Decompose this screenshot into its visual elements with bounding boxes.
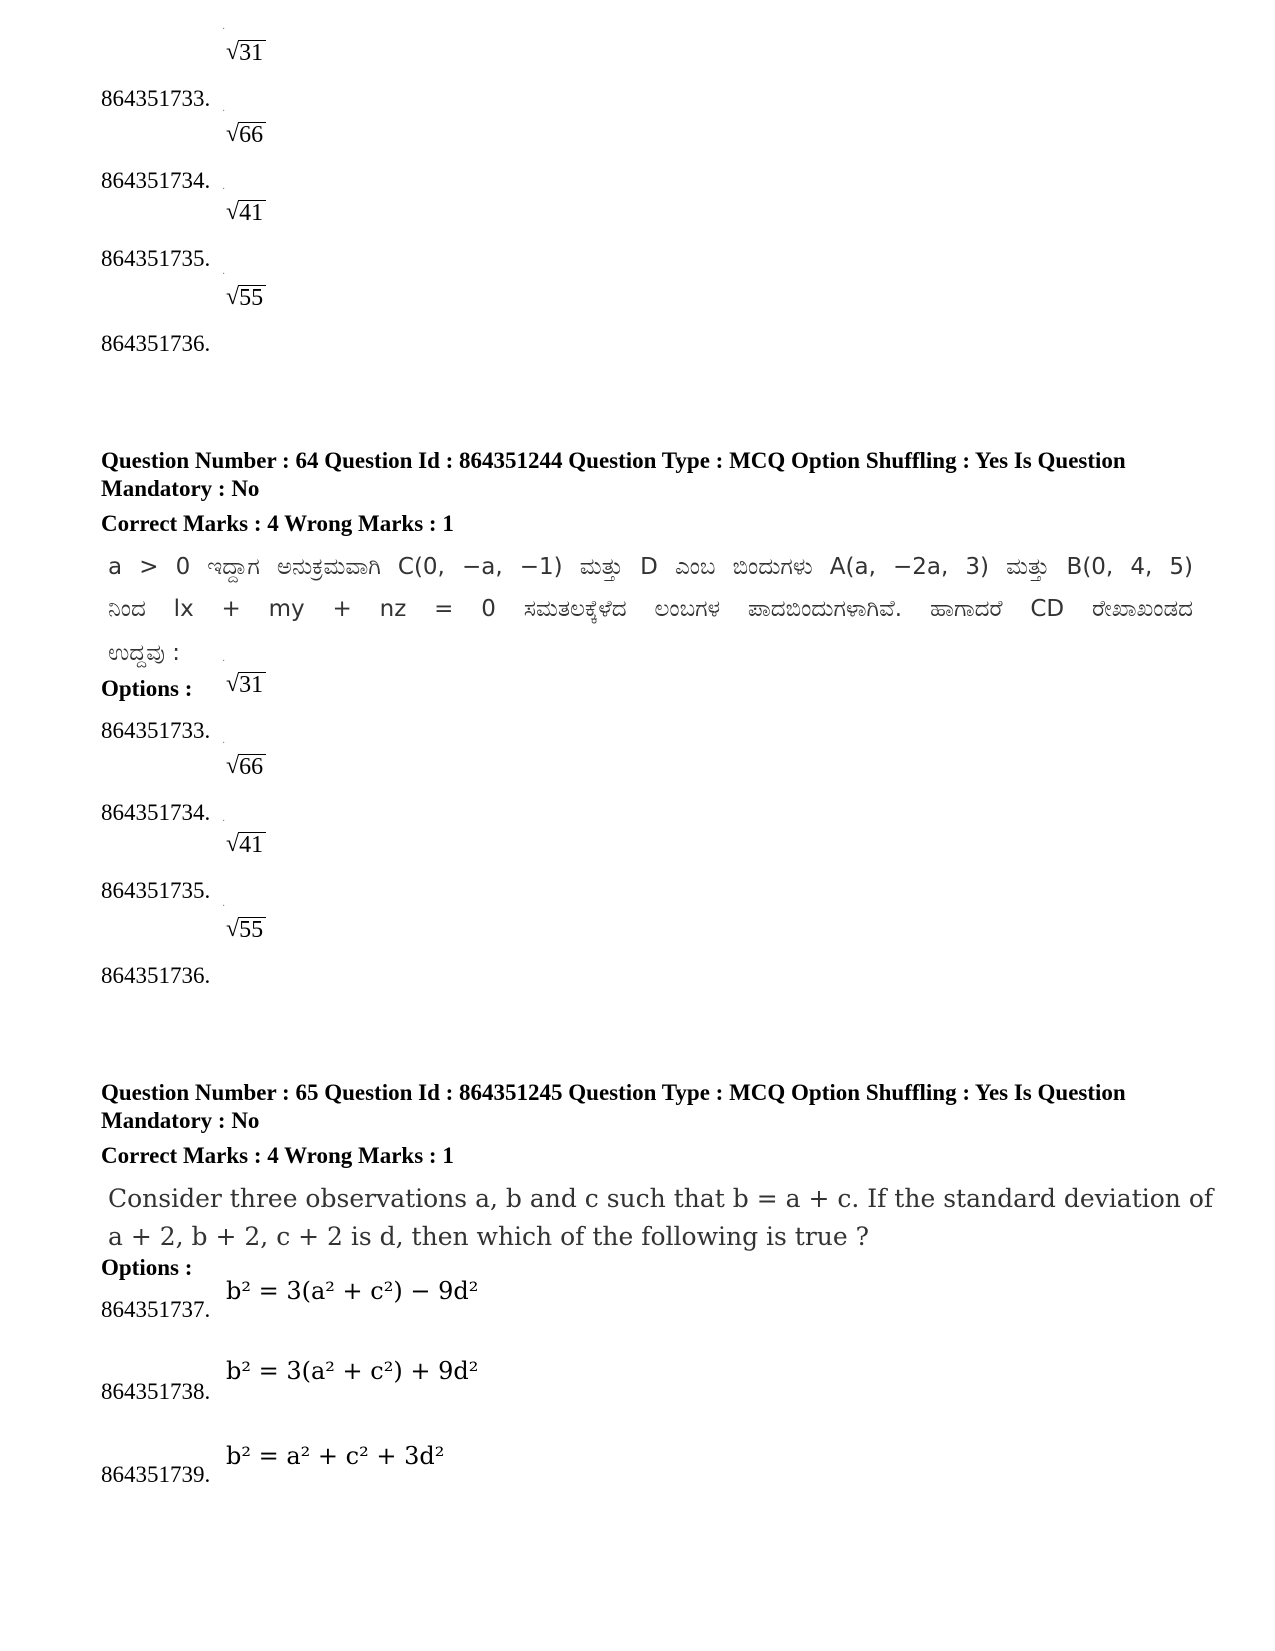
option-row [101, 184, 264, 272]
question-64-text-line: a > 0 ಇದ್ದಾಗ ಅನುಕ್ರಮವಾಗಿ C(0, −a, −1) ಮತ್ತು D ಎಂಬ ಬಿಂದುಗಳು A(a, −2a, 3) ಮತ್ತು B(0, 4, 5) [108, 554, 1193, 580]
option-sqrt-expression: · √ 66 [226, 754, 266, 780]
option-id: 864351734. [101, 800, 211, 825]
option-id: 864351733. [101, 718, 211, 743]
option-row [101, 901, 264, 989]
option-id: 864351739. [101, 1462, 211, 1487]
question-65-header: Question Number : 65 Question Id : 864351245 Question Type : MCQ Option Shuffling : Yes Is Question Mandatory : No [101, 1080, 1126, 1133]
option-sqrt-expression: · √ 55 [226, 285, 266, 311]
option-radicand: 55 [238, 285, 266, 311]
option-id: 864351736. [101, 963, 211, 988]
question-64-marks: Correct Marks : 4 Wrong Marks : 1 [101, 511, 454, 536]
option-formula: b² = 3(a² + c²) + 9d² [226, 1357, 479, 1385]
option-radicand: 66 [238, 754, 266, 780]
option-formula: b² = 3(a² + c²) − 9d² [226, 1277, 479, 1305]
option-row [101, 269, 264, 357]
option-radicand: 66 [238, 122, 266, 148]
question-64-options-label: Options : [101, 676, 193, 701]
option-formula: b² = a² + c² + 3d² [226, 1442, 445, 1470]
option-id: 864351736. [101, 331, 211, 356]
question-64-text-line: ಉದ್ದವು : [108, 640, 181, 666]
option-radicand: 31 [238, 672, 266, 698]
option-radicand: 55 [238, 917, 266, 943]
option-radicand: 41 [238, 200, 266, 226]
option-sqrt-expression: · √ 31 [226, 672, 266, 698]
option-id: 864351734. [101, 168, 211, 193]
question-64-header: Question Number : 64 Question Id : 864351244 Question Type : MCQ Option Shuffling : Yes Is Question Mandatory : No [101, 448, 1126, 501]
question-65-text-line: Consider three observations a, b and c such that b = a + c. If the standard deviation of [108, 1184, 1214, 1213]
option-radicand: 41 [238, 832, 266, 858]
option-id: 864351737. [101, 1297, 211, 1322]
option-radicand: 31 [238, 40, 266, 66]
option-id: 864351733. [101, 86, 211, 111]
option-sqrt-expression: · √ 41 [226, 200, 266, 226]
option-sqrt-expression: · √ 31 [226, 40, 266, 66]
option-id: 864351735. [101, 246, 211, 271]
option-id: 864351738. [101, 1379, 211, 1404]
question-65-marks: Correct Marks : 4 Wrong Marks : 1 [101, 1143, 454, 1168]
option-sqrt-expression: · √ 41 [226, 832, 266, 858]
question-65-options-label: Options : [101, 1255, 193, 1280]
option-sqrt-expression: · √ 66 [226, 122, 266, 148]
option-row [101, 816, 264, 904]
option-row [101, 24, 264, 112]
question-65-text-line: a + 2, b + 2, c + 2 is d, then which of the following is true ? [108, 1222, 870, 1251]
option-row [101, 106, 264, 194]
option-id: 864351735. [101, 878, 211, 903]
option-sqrt-expression: · √ 55 [226, 917, 266, 943]
option-row [101, 738, 264, 826]
question-64-text-line: ನಿಂದ lx + my + nz = 0 ಸಮತಲಕ್ಕೆಳೆದ ಲಂಬಗಳ ಪಾದಬಿಂದುಗಳಾಗಿವೆ. ಹಾಗಾದರೆ CD ರೇಖಾಖಂಡದ [108, 596, 1193, 622]
